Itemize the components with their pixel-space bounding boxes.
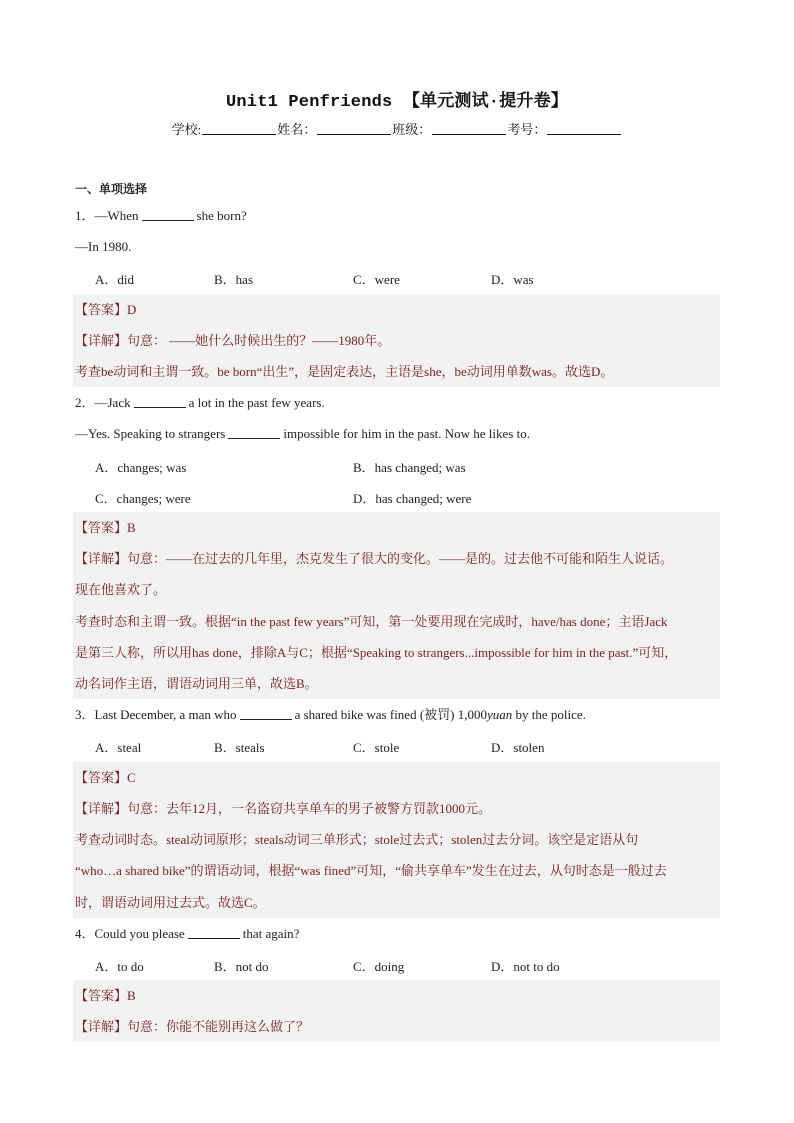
detail-tag: 【详解】 — [75, 801, 128, 816]
question-1-text-end: she born? — [196, 208, 247, 223]
question-3-text-mid: a shared bike was fined (被罚) 1,000 — [294, 707, 487, 722]
question-1-text: 1．—When — [75, 208, 139, 223]
option-c: C．doing — [353, 959, 405, 974]
question-3-text-end: by the police. — [515, 707, 586, 722]
name-field[interactable] — [317, 123, 391, 135]
option-a: A．did — [95, 272, 135, 287]
answer-blank — [142, 209, 194, 221]
answer-blank — [134, 396, 186, 408]
class-field[interactable] — [432, 123, 506, 135]
detail-tag: 【详解】 — [75, 333, 128, 348]
school-field[interactable] — [202, 123, 276, 135]
option-b: B．not do — [214, 959, 269, 974]
option-d: D．stolen — [491, 740, 545, 755]
option-d: D．has changed; were — [353, 491, 472, 506]
question-2-text-end: a lot in the past few years. — [188, 395, 325, 410]
answer-blank — [188, 927, 240, 939]
detail-tag: 【详解】 — [75, 1019, 128, 1034]
exam-no-label: 考号： — [507, 122, 547, 137]
option-d: D．not to do — [491, 959, 560, 974]
option-a: A．steal — [95, 740, 142, 755]
question-4-text-end: that again? — [242, 926, 300, 941]
answer-blank — [240, 708, 292, 720]
school-label: 学校: — [171, 122, 202, 137]
analysis-line: 动名词作主语，谓语动词用三单，故选B。 — [75, 676, 318, 691]
option-b: B．has changed; was — [353, 460, 466, 475]
detail-text: 句意： ——她什么时候出生的？——1980年。 — [127, 333, 391, 348]
page-title: Unit1 Penfriends 【单元测试·提升卷】 — [225, 93, 569, 112]
option-c: C．changes; were — [95, 491, 191, 506]
answer-line: 【答案】B — [75, 520, 136, 535]
question-2-text: 2．—Jack — [75, 395, 131, 410]
answer-line: 【答案】C — [75, 770, 136, 785]
option-a: A．changes; was — [95, 460, 187, 475]
answer-line: 【答案】D — [75, 302, 137, 317]
analysis-line: “who…a shared bike”的谓语动词，根据“was fined”可知，“偷共享单车”发生在过去，从句时态是一般过去 — [75, 863, 667, 878]
question-3-text: 3．Last December, a man who — [75, 707, 237, 722]
detail-text: 句意：你能不能别再这么做了？ — [127, 1019, 310, 1034]
detail-text: 句意：——在过去的几年里，杰克发生了很大的变化。——是的。过去他不可能和陌生人说话。 — [127, 551, 674, 566]
question-2-reply-end: impossible for him in the past. Now he likes to. — [283, 426, 530, 441]
question-1 — [75, 207, 720, 225]
question-2 — [75, 394, 720, 412]
detail-line — [75, 550, 725, 568]
detail-line — [75, 800, 725, 818]
answer-block — [73, 512, 720, 699]
option-b: B．has — [214, 272, 254, 287]
question-4-text: 4．Could you please — [75, 926, 185, 941]
analysis-line: 考查时态和主谓一致。根据“in the past few years”可知，第一处要用现在完成时，have/has done；主语Jack — [75, 614, 668, 629]
section-title: 一、单项选择 — [75, 182, 148, 196]
question-2-reply-text: —Yes. Speaking to strangers — [75, 426, 226, 441]
detail-tag: 【详解】 — [75, 551, 128, 566]
question-1-reply: —In 1980. — [75, 239, 132, 254]
option-c: C．were — [353, 272, 400, 287]
student-info-line — [0, 119, 794, 138]
detail-line — [75, 1018, 725, 1036]
option-b: B．steals — [214, 740, 265, 755]
detail-line — [75, 332, 725, 350]
name-label: 姓名： — [277, 122, 317, 137]
option-d: D．was — [491, 272, 534, 287]
detail-text: 句意：去年12月，一名盗窃共享单车的男子被警方罚款1000元。 — [127, 801, 492, 816]
question-3 — [75, 706, 720, 724]
class-label: 班级： — [392, 122, 432, 137]
analysis-line: 是第三人称，所以用has done，排除A与C；根据“Speaking to strangers...impossible for him in the past.”可知， — [75, 645, 678, 660]
answer-blank — [228, 427, 280, 439]
question-3-italic: yuan — [486, 707, 513, 722]
detail-line-cont: 现在他喜欢了。 — [75, 582, 167, 597]
exam-no-field[interactable] — [547, 123, 621, 135]
analysis-line: 时，谓语动词用过去式。故选C。 — [75, 895, 266, 910]
option-a: A．to do — [95, 959, 144, 974]
analysis-line: 考查be动词和主谓一致。be born“出生”，是固定表达，主语是she，be动词用单数was。故选D。 — [75, 364, 614, 379]
option-c: C．stole — [353, 740, 400, 755]
answer-line: 【答案】B — [75, 988, 136, 1003]
analysis-line: 考查动词时态。steal动词原形；steals动词三单形式；stole过去式；stolen过去分词。该空是定语从句 — [75, 832, 639, 847]
question-2-reply — [75, 425, 720, 443]
question-4 — [75, 925, 720, 943]
